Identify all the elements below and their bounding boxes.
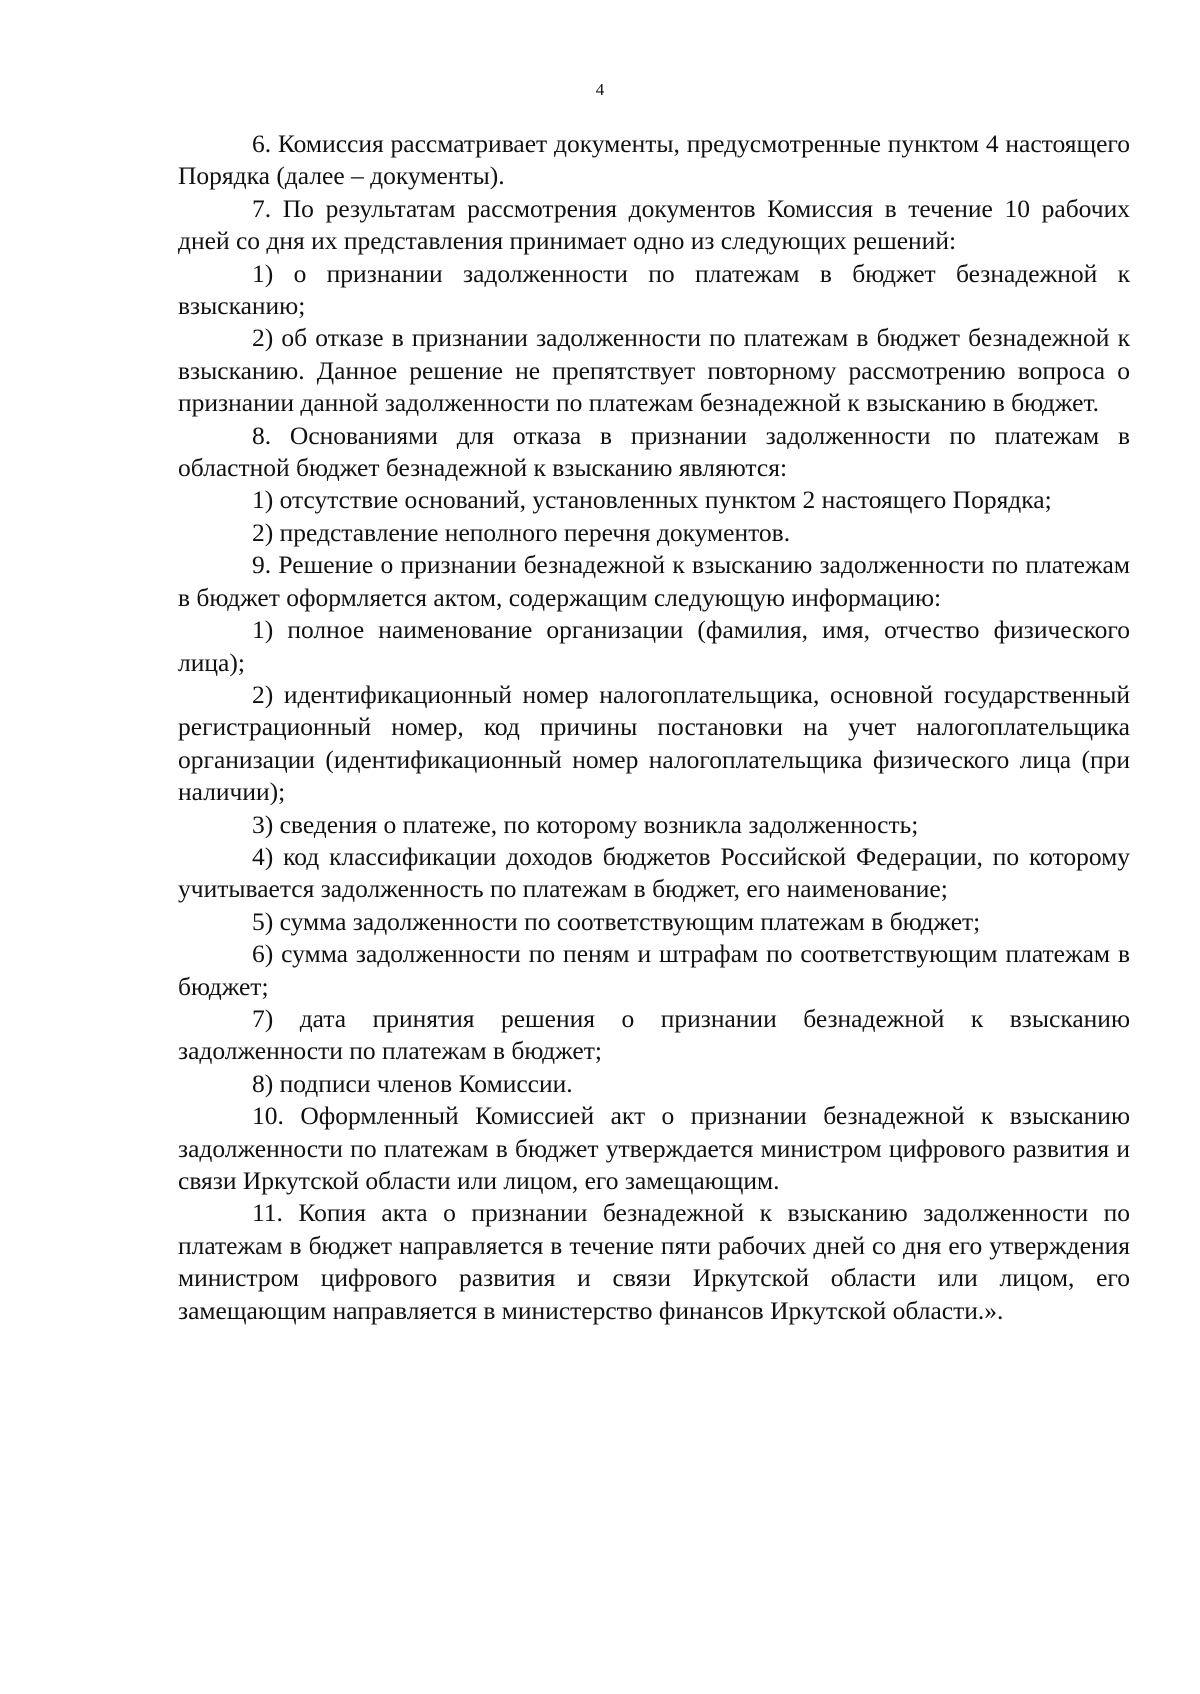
paragraph-9-item-6: 6) сумма задолженности по пеням и штрафам по соответствующим платежам в бюджет;: [178, 939, 1130, 1001]
paragraph-7: 7. По результатам рассмотрения документов Комиссия в течение 10 рабочих дней со дня их представления принимает одно из следующих решений:: [178, 193, 1130, 256]
paragraph-9-item-2: 2) идентификационный номер налогоплательщика, основной государственный регистрационный номер, код причины постановки на учет налогоплательщика организации (идентификационный номер налогоплательщика физического лица (при наличии);: [178, 679, 1130, 807]
paragraph-9-item-8: 8) подписи членов Комиссии.: [252, 1068, 573, 1098]
paragraph-9: 9. Решение о признании безнадежной к взысканию задолженности по платежам в бюджет оформляется актом, содержащим следующую информацию:: [178, 550, 1130, 612]
paragraph-9-item-1: 1) полное наименование организации (фамилия, имя, отчество физического лица);: [178, 615, 1130, 677]
paragraph-7-item-1: 1) о признании задолженности по платежам в бюджет безнадежной к взысканию;: [178, 258, 1130, 321]
paragraph-9-item-4: 4) код классификации доходов бюджетов Российской Федерации, по которому учитывается задолженность по платежам в бюджет, его наименование;: [178, 841, 1130, 904]
paragraph-11: 11. Копия акта о признании безнадежной к взысканию задолженности по платежам в бюджет направляется в течение пяти рабочих дней со дня его утверждения министром цифрового развития и связи Иркутской области или лицом, его замещающим направляется в министерство финансов Иркутской области.».: [178, 1198, 1130, 1325]
paragraph-8-item-1: 1) отсутствие оснований, установленных пунктом 2 настоящего Порядка;: [252, 485, 1052, 515]
paragraph-8: 8. Основаниями для отказа в признании задолженности по платежам в областной бюджет безнадежной к взысканию являются:: [178, 420, 1130, 483]
page-number: 4: [595, 80, 605, 99]
paragraph-9-item-3: 3) сведения о платеже, по которому возникла задолженность;: [252, 809, 919, 839]
paragraph-9-item-5: 5) сумма задолженности по соответствующим платежам в бюджет;: [252, 906, 981, 936]
paragraph-9-item-7: 7) дата принятия решения о признании безнадежной к взысканию задолженности по платежам в бюджет;: [178, 1003, 1130, 1066]
paragraph-8-item-2: 2) представление неполного перечня документов.: [252, 517, 791, 547]
paragraph-7-item-2: 2) об отказе в признании задолженности по платежам в бюджет безнадежной к взысканию. Данное решение не препятствует повторному рассмотрению вопроса о признании данной задолженности по платежам безнадежной к взысканию в бюджет.: [178, 323, 1130, 418]
document-body: [178, 128, 1130, 1327]
paragraph-10: 10. Оформленный Комиссией акт о признании безнадежной к взысканию задолженности по платежам в бюджет утверждается министром цифрового развития и связи Иркутской области или лицом, его замещающим.: [178, 1101, 1130, 1195]
paragraph-6: 6. Комиссия рассматривает документы, предусмотренные пунктом 4 настоящего Порядка (далее – документы).: [178, 129, 1130, 191]
